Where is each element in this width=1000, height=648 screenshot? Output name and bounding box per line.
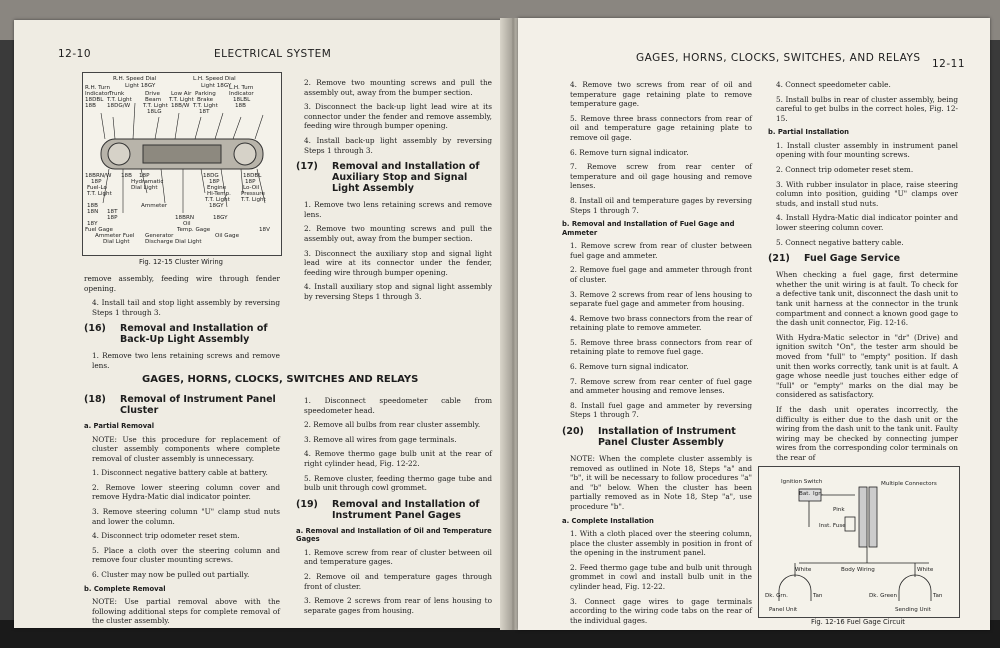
fig15-label: 18P bbox=[139, 173, 150, 179]
fig16-label: Inst. Fuse bbox=[819, 523, 846, 529]
fig15-label: 18N bbox=[87, 209, 99, 215]
paragraph: 1. Remove screw from rear of cluster between oil and temperature gages. bbox=[304, 547, 492, 567]
fig15-label: L.H. Speed Dial bbox=[193, 76, 236, 82]
paragraph: 4. Remove thermo gage bulb unit at the rear of right cylinder head, Fig. 12-22. bbox=[304, 449, 492, 468]
fig15-label: Light 18GY bbox=[201, 83, 232, 89]
fig15-label: 18B bbox=[121, 173, 132, 179]
paragraph: 4. Install auxiliary stop and signal light assembly by reversing Steps 1 through 3. bbox=[304, 282, 492, 301]
paragraph: 3. Disconnect the back-up light lead wire at its connector under the fender and remove assembly, feeding wire through bumper opening. bbox=[304, 102, 492, 131]
fig15-label: Dial Light bbox=[131, 185, 158, 191]
right-page bbox=[518, 18, 990, 630]
section-18-heading bbox=[84, 394, 280, 416]
right-page-number: 12-11 bbox=[932, 58, 966, 70]
left-page-header: ELECTRICAL SYSTEM bbox=[214, 48, 332, 60]
fig15-label: T.T. Light bbox=[107, 97, 132, 103]
fig15-label: Oil Gage bbox=[215, 233, 240, 239]
paragraph: remove assembly, feeding wire through fender opening. bbox=[84, 274, 280, 293]
fig15-label: T.T. Light bbox=[193, 103, 218, 109]
paragraph: When checking a fuel gage, first determine whether the unit wiring is at fault. To check for a defective tank unit, disconnect the dash unit to tank unit harness at the connector in the trunk compartment and connect a known good gage to the dash unit connector, Fig. 12-16. bbox=[776, 270, 958, 328]
fig15-label: 18T bbox=[199, 109, 210, 115]
section-title: Removal of Instrument Panel Cluster bbox=[120, 394, 276, 416]
fig16-label: Ignition Switch bbox=[781, 479, 823, 485]
subsection-heading: b. Partial Installation bbox=[768, 128, 849, 137]
left-col2-upper bbox=[296, 78, 492, 307]
fig16-label: Body Wiring bbox=[841, 567, 875, 573]
section-title: Removal and Installation of Back-Up Light Assembly bbox=[120, 323, 268, 346]
paragraph: 3. Remove 2 screws from rear of lens housing to separate gages from housing. bbox=[304, 596, 492, 615]
fig15-label: Oil bbox=[183, 221, 191, 227]
section-number: (16) bbox=[84, 323, 106, 335]
right-col1 bbox=[562, 80, 752, 630]
fig16-label: White bbox=[795, 567, 812, 573]
fig15-label: R.H. Turn bbox=[85, 85, 110, 91]
paragraph: 6. Remove turn signal indicator. bbox=[570, 362, 689, 372]
fig16-label: Dk. Green bbox=[869, 593, 898, 599]
fig16-label: Pink bbox=[833, 507, 845, 513]
left-col1-bottom bbox=[84, 388, 280, 628]
paragraph: 3. Remove steering column "U" clamp stud nuts and lower the column. bbox=[92, 507, 280, 526]
fig15-label: 18B bbox=[235, 103, 246, 109]
section-number: (21) bbox=[768, 253, 790, 265]
section-number: (20) bbox=[562, 426, 584, 438]
fig15-label: 18DG/W bbox=[107, 103, 131, 109]
paragraph: 8. Install fuel gage and ammeter by reversing Steps 1 through 7. bbox=[570, 400, 752, 420]
fig15-label: 18DBL bbox=[243, 173, 262, 179]
paragraph: 1. Disconnect speedometer cable from speedometer head. bbox=[304, 396, 492, 415]
note-paragraph: NOTE: When the complete cluster assembly is removed as outlined in Note 18, Steps "a" and "b", it will be necessary to follow procedures "a" and "b" below. When the cluster has been partially removed as in Note 18, Step "a", use procedure "b". bbox=[570, 454, 752, 511]
paragraph: 1. Install cluster assembly in instrument panel opening with four mounting screws. bbox=[776, 140, 958, 160]
fig15-label: 18V bbox=[259, 227, 270, 233]
fig15-label: 18P bbox=[209, 179, 220, 185]
paragraph: If the dash unit operates incorrectly, the difficulty is either due to the dash unit or the wiring from the dash unit to the tank unit. Faulty wiring may be checked by connecting jumper wires from the corresponding color terminals on the rear of bbox=[776, 404, 958, 462]
fig15-label: Brake bbox=[197, 97, 214, 103]
fig15-label: Engine bbox=[207, 185, 227, 191]
fig15-label: Temp. Gage bbox=[177, 227, 211, 233]
paragraph: 8. Install oil and temperature gages by reversing Steps 1 through 7. bbox=[570, 195, 752, 215]
fig16-label: Multiple Connectors bbox=[881, 481, 937, 487]
section-20-heading bbox=[562, 426, 752, 448]
paragraph: 1. Remove two lens retaining screws and remove lens. bbox=[92, 351, 280, 370]
fig15-label: Lo-Oil bbox=[243, 185, 260, 191]
left-page bbox=[14, 20, 507, 628]
paragraph: 2. Connect trip odometer reset stem. bbox=[776, 165, 914, 175]
fig15-label: 18P bbox=[91, 179, 102, 185]
paragraph: 2. Remove two mounting screws and pull the assembly out, away from the bumper section. bbox=[304, 78, 492, 97]
fig15-label: Discharge bbox=[145, 239, 174, 245]
section-16-heading bbox=[84, 323, 280, 345]
subsection-heading: a. Complete Installation bbox=[562, 516, 654, 525]
paragraph: With Hydra-Matic selector in "dr" (Drive) and ignition switch "On", the tester arm should be moved from "full" to "empty" position. If dash unit then works correctly, tank unit is at fault. A gage whose needle just touches either edge of "full" or "empty" marks on the dial may be considered as satisfactory. bbox=[776, 332, 958, 400]
fig15-label: Low Air bbox=[171, 91, 192, 97]
paragraph: 4. Connect speedometer cable. bbox=[776, 80, 891, 89]
fig15-label: Indicator bbox=[85, 91, 110, 97]
paragraph: 3. Remove 2 screws from rear of lens housing to separate fuel gage and ammeter from housing. bbox=[570, 289, 752, 309]
paragraph: 1. With a cloth placed over the steering column, place the cluster assembly in position in front of the opening in the instrument panel. bbox=[570, 529, 752, 558]
section-19-heading bbox=[296, 499, 492, 521]
fig16-label: Tan bbox=[813, 593, 823, 599]
fig15-label: Fuel-Lo bbox=[87, 185, 107, 191]
fig15-label: Generator bbox=[145, 233, 174, 239]
fig15-label: T.T. Light bbox=[169, 97, 194, 103]
gages-section-title: GAGES, HORNS, CLOCKS, SWITCHES AND RELAYS bbox=[142, 374, 419, 385]
fig15-label: 18LBL bbox=[233, 97, 251, 103]
paragraph: 2. Remove fuel gage and ammeter through front of cluster. bbox=[570, 265, 752, 284]
subsection-heading: b. Complete Removal bbox=[84, 584, 166, 593]
paragraph: 7. Remove screw from rear center of fuel gage and ammeter housing and remove lenses. bbox=[570, 376, 752, 396]
paragraph: 2. Remove lower steering column cover and remove Hydra-Matic dial indicator pointer. bbox=[92, 482, 280, 502]
fig15-label: 18Y bbox=[87, 221, 98, 227]
paragraph: 3. Disconnect the auxiliary stop and signal light lead wire at its connector under the fender, feeding wire through bumper opening. bbox=[304, 248, 492, 277]
paragraph: 4. Install tail and stop light assembly by reversing Steps 1 through 3. bbox=[92, 298, 280, 317]
paragraph: 1. Remove two lens retaining screws and remove lens. bbox=[304, 200, 492, 219]
fig15-label: 18P bbox=[107, 215, 118, 221]
fig15-label: Ammeter bbox=[141, 203, 168, 209]
paragraph: 4. Install Hydra-Matic dial indicator pointer and lower steering column cover. bbox=[776, 213, 958, 233]
section-title: Installation of Instrument Panel Cluster Assembly bbox=[598, 426, 736, 449]
paragraph: 4. Remove two screws from rear of oil and temperature gage retaining plate to remove temperature gage. bbox=[570, 80, 752, 109]
paragraph: 7. Remove screw from rear center of temperature and oil gage housing and remove lenses. bbox=[570, 162, 752, 191]
subsection-heading: a. Partial Removal bbox=[84, 422, 155, 430]
section-title: Fuel Gage Service bbox=[804, 253, 901, 265]
section-number: (18) bbox=[84, 394, 106, 405]
paragraph: 3. With rubber insulator in place, raise steering column into position, guiding "U" clamps over studs, and install stud nuts. bbox=[776, 179, 958, 208]
fig15-label: Dial Light bbox=[175, 239, 202, 245]
fig15-caption: Fig. 12-15 Cluster Wiring bbox=[139, 258, 223, 266]
fig15-label: Trunk bbox=[109, 91, 125, 97]
fuel-gage-circuit-drawing bbox=[759, 467, 959, 617]
fig16-label: Ign. bbox=[813, 491, 824, 497]
section-17-heading bbox=[296, 161, 492, 194]
paragraph: 5. Connect negative battery cable. bbox=[776, 237, 904, 247]
fig15-label: Light 18GY bbox=[125, 83, 156, 89]
paragraph: 1. Remove screw from rear of cluster between fuel gage and ammeter. bbox=[570, 241, 752, 260]
paragraph: 1. Disconnect negative battery cable at battery. bbox=[92, 468, 268, 478]
paragraph: 2. Remove oil and temperature gages through front of cluster. bbox=[304, 571, 492, 591]
right-col2 bbox=[768, 80, 958, 468]
subsection-heading: a. Removal and Installation of Oil and Temperature Gages bbox=[296, 526, 492, 544]
paragraph: 5. Remove three brass connectors from rear of oil and temperature gage retaining plate to remove oil gage. bbox=[570, 113, 752, 142]
fig16-label: Panel Unit bbox=[769, 607, 798, 613]
cluster-wiring-figure bbox=[82, 72, 282, 256]
paragraph: 2. Remove all bulbs from rear cluster assembly. bbox=[304, 420, 481, 430]
note-paragraph: NOTE: Use partial removal above with the following additional steps for complete removal of the cluster assembly. bbox=[92, 597, 280, 626]
fig15-label: T.T. Light bbox=[87, 191, 112, 197]
note-paragraph: NOTE: Use this procedure for replacement of cluster assembly components where complete removal of cluster assembly is unnecessary. bbox=[92, 434, 280, 463]
fig16-label: Tan bbox=[933, 593, 943, 599]
paragraph: 2. Remove two mounting screws and pull the assembly out, away from the bumper section. bbox=[304, 224, 492, 243]
fig15-label: 18B/W bbox=[171, 103, 190, 109]
paragraph: 4. Install back-up light assembly by reversing Steps 1 through 3. bbox=[304, 135, 492, 155]
paragraph: 4. Remove two brass connectors from the rear of retaining plate to remove ammeter. bbox=[570, 313, 752, 333]
section-21-heading bbox=[768, 253, 958, 264]
right-page-header: GAGES, HORNS, CLOCKS, SWITCHES, AND RELAYS bbox=[636, 52, 921, 64]
fig15-label: Indicator bbox=[229, 91, 254, 97]
fuel-gage-circuit-figure bbox=[758, 466, 960, 618]
fig15-label: Drive bbox=[145, 91, 160, 97]
fig15-label: 18B bbox=[87, 203, 98, 209]
section-title: Removal and Installation of Auxiliary Stop and Signal Light Assembly bbox=[332, 161, 480, 195]
fig15-label: Dial Light bbox=[103, 239, 130, 245]
left-col1-lower bbox=[84, 274, 280, 376]
fig15-label: L.H. Turn bbox=[229, 85, 254, 91]
fig15-label: 18B bbox=[85, 103, 96, 109]
paragraph: 6. Cluster may now be pulled out partially. bbox=[92, 570, 250, 580]
fig15-label: Hi-Temp. bbox=[207, 191, 231, 197]
paragraph: 4. Disconnect trip odometer reset stem. bbox=[92, 531, 240, 541]
left-page-number: 12-10 bbox=[58, 48, 92, 60]
section-number: (19) bbox=[296, 498, 318, 510]
fig15-label: 18DG bbox=[203, 173, 219, 179]
fig15-label: 18DBL bbox=[85, 97, 104, 103]
fig15-label: Pressure bbox=[241, 191, 265, 197]
fig16-label: Dk. Grn. bbox=[765, 593, 788, 599]
paragraph: 5. Remove three brass connectors from rear of retaining plate to remove fuel gage. bbox=[570, 337, 752, 357]
fig15-label: R.H. Speed Dial bbox=[113, 76, 157, 82]
fig15-label: T.T. Light bbox=[205, 197, 230, 203]
fig16-caption: Fig. 12-16 Fuel Gage Circuit bbox=[811, 618, 905, 626]
fig15-label: T.T. Light bbox=[241, 197, 266, 203]
paragraph: 6. Remove turn signal indicator. bbox=[570, 147, 689, 157]
fig15-label: T.T. Light bbox=[143, 103, 168, 109]
fig16-label: White bbox=[917, 567, 934, 573]
subsection-heading: b. Removal and Installation of Fuel Gage and Ammeter bbox=[562, 220, 735, 237]
fig15-label: Parking bbox=[195, 91, 216, 97]
paragraph: 5. Install bulbs in rear of cluster assembly, being careful to get bulbs in the correct holes, Fig. 12-15. bbox=[776, 94, 958, 123]
fig15-label: Ammeter Fuel bbox=[95, 233, 135, 239]
fig15-label: 18BRN/W bbox=[85, 173, 112, 179]
fig15-label: Hydramatic bbox=[131, 179, 164, 185]
paragraph: 2. Feed thermo gage tube and bulb unit through grommet in cowl and install bulb unit in the cylinder head, Fig. 12-22. bbox=[570, 562, 752, 592]
fig15-label: 18LG bbox=[147, 109, 162, 115]
fig15-label: 18T bbox=[107, 209, 118, 215]
fig15-label: 18P bbox=[245, 179, 256, 185]
left-col2-bottom bbox=[296, 396, 492, 620]
paragraph: 5. Remove cluster, feeding thermo gage tube and bulb unit through cowl grommet. bbox=[304, 473, 492, 493]
fig16-label: Bat. bbox=[799, 491, 811, 497]
fig16-label: Sending Unit bbox=[895, 607, 931, 613]
fig15-label: 18BRN bbox=[175, 215, 195, 221]
paragraph: 3. Remove all wires from gage terminals. bbox=[304, 434, 457, 444]
paragraph: 3. Connect gage wires to gage terminals according to the wiring code tabs on the rear of the individual gages. bbox=[570, 596, 752, 625]
fig15-label: Fuel Gage bbox=[85, 227, 113, 233]
paragraph: 5. Place a cloth over the steering column and remove four cluster mounting screws. bbox=[92, 545, 280, 565]
section-title: Removal and Installation of Instrument Panel Gages bbox=[332, 498, 480, 521]
fig15-label: Beam bbox=[145, 97, 162, 103]
fig15-label: 18GY bbox=[209, 203, 224, 209]
fig15-label: 18GY bbox=[213, 215, 228, 221]
section-number: (17) bbox=[296, 161, 318, 173]
